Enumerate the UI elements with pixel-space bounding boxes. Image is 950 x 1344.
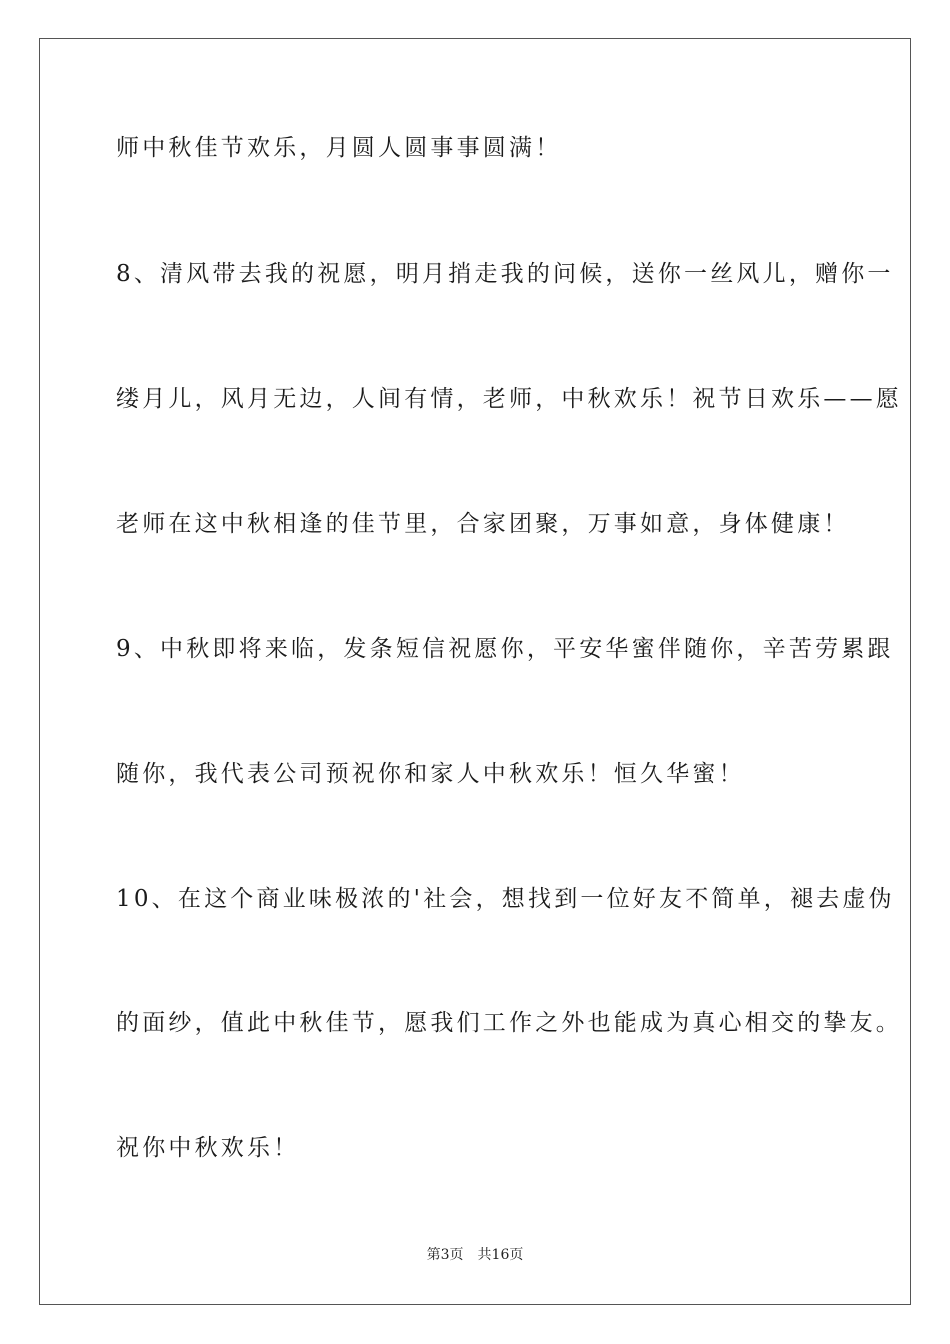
text-line-5: 9、中秋即将来临，发条短信祝愿你，平安华蜜伴随你，辛苦劳累跟 [116,636,894,662]
text-line-1: 师中秋佳节欢乐，月圆人圆事事圆满！ [116,135,562,161]
page-footer [0,1245,950,1265]
page-total: 共16页 [477,1247,524,1263]
text-line-7: 10、在这个商业味极浓的'社会，想找到一位好友不简单，褪去虚伪 [116,886,895,912]
text-line-6: 随你，我代表公司预祝你和家人中秋欢乐！恒久华蜜！ [116,761,745,787]
text-line-8: 的面纱，值此中秋佳节，愿我们工作之外也能成为真心相交的挚友。 [116,1010,902,1036]
text-line-9: 祝你中秋欢乐！ [116,1135,300,1161]
page-number: 第3页 [426,1247,464,1263]
text-line-2: 8、清风带去我的祝愿，明月捎走我的问候，送你一丝风儿，赠你一 [116,261,894,287]
text-line-3: 缕月儿，风月无边，人间有情，老师，中秋欢乐！祝节日欢乐——愿 [116,386,902,412]
page-frame [39,38,911,1305]
text-line-4: 老师在这中秋相逢的佳节里，合家团聚，万事如意，身体健康！ [116,511,850,537]
